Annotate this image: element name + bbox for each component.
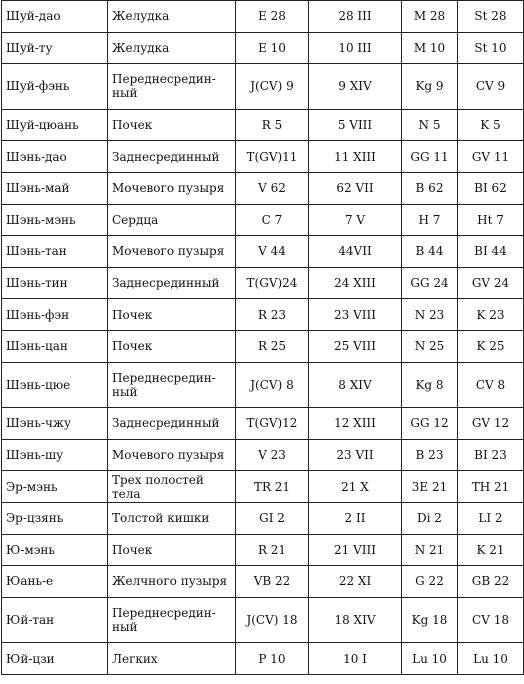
code-german-cell: B 44 bbox=[402, 236, 458, 268]
code-french-cell: T(GV)24 bbox=[236, 267, 309, 299]
meridian-cell: Желудка bbox=[108, 32, 236, 64]
point-name-cell: Шэнь-мэнь bbox=[2, 204, 108, 236]
meridian-cell: Желчного пузыря bbox=[108, 566, 236, 598]
code-french-cell: E 10 bbox=[236, 32, 309, 64]
meridian-cell: Легких bbox=[108, 643, 236, 675]
point-name-cell: Эр-мэнь bbox=[2, 471, 108, 503]
code-roman-cell: 62 VII bbox=[309, 172, 402, 204]
code-roman-cell: 7 V bbox=[309, 204, 402, 236]
code-french-cell: R 5 bbox=[236, 109, 309, 141]
code-french-cell: T(GV)12 bbox=[236, 408, 309, 440]
code-english-cell: St 28 bbox=[458, 1, 524, 33]
code-english-cell: GV 12 bbox=[458, 408, 524, 440]
meridian-cell: Мочевого пузыря bbox=[108, 236, 236, 268]
code-roman-cell: 10 I bbox=[309, 643, 402, 675]
code-french-cell: V 62 bbox=[236, 172, 309, 204]
code-roman-cell: 9 XIV bbox=[309, 64, 402, 110]
code-roman-cell: 22 XI bbox=[309, 566, 402, 598]
code-german-cell: M 10 bbox=[402, 32, 458, 64]
code-german-cell: Di 2 bbox=[402, 502, 458, 534]
table-row bbox=[2, 236, 524, 268]
table-row bbox=[2, 597, 524, 643]
meridian-cell: Почек bbox=[108, 330, 236, 362]
meridian-cell: Толстой кишки bbox=[108, 502, 236, 534]
table-row bbox=[2, 643, 524, 675]
code-english-cell: GV 11 bbox=[458, 141, 524, 173]
point-name-cell: Шэнь-цюе bbox=[2, 362, 108, 408]
table-row bbox=[2, 299, 524, 331]
point-name-cell: Юй-тан bbox=[2, 597, 108, 643]
code-english-cell: CV 18 bbox=[458, 597, 524, 643]
table-row bbox=[2, 32, 524, 64]
point-name-cell: Шэнь-чжу bbox=[2, 408, 108, 440]
code-french-cell: J(CV) 8 bbox=[236, 362, 309, 408]
code-french-cell: R 25 bbox=[236, 330, 309, 362]
code-roman-cell: 25 VIII bbox=[309, 330, 402, 362]
point-name-cell: Шуй-фэнь bbox=[2, 64, 108, 110]
code-german-cell: B 62 bbox=[402, 172, 458, 204]
table-row bbox=[2, 141, 524, 173]
code-roman-cell: 23 VIII bbox=[309, 299, 402, 331]
point-name-cell: Эр-цзянь bbox=[2, 502, 108, 534]
code-roman-cell: 28 III bbox=[309, 1, 402, 33]
code-english-cell: CV 8 bbox=[458, 362, 524, 408]
point-name-cell: Шэнь-тин bbox=[2, 267, 108, 299]
code-roman-cell: 24 XIII bbox=[309, 267, 402, 299]
point-name-cell: Шуй-ту bbox=[2, 32, 108, 64]
meridian-cell: Сердца bbox=[108, 204, 236, 236]
acupoint-table bbox=[1, 0, 524, 675]
code-english-cell: BI 23 bbox=[458, 439, 524, 471]
point-name-cell: Шуй-цюань bbox=[2, 109, 108, 141]
code-german-cell: N 23 bbox=[402, 299, 458, 331]
meridian-cell: Переднесредин-ный bbox=[108, 597, 236, 643]
code-english-cell: Ht 7 bbox=[458, 204, 524, 236]
meridian-cell: Переднесредин-ный bbox=[108, 362, 236, 408]
code-french-cell: GI 2 bbox=[236, 502, 309, 534]
code-french-cell: R 21 bbox=[236, 534, 309, 566]
code-german-cell: Lu 10 bbox=[402, 643, 458, 675]
code-roman-cell: 11 XIII bbox=[309, 141, 402, 173]
table-row bbox=[2, 566, 524, 598]
acupoint-table-body bbox=[2, 1, 524, 675]
point-name-cell: Шэнь-цан bbox=[2, 330, 108, 362]
code-roman-cell: 10 III bbox=[309, 32, 402, 64]
point-name-cell: Ю-мэнь bbox=[2, 534, 108, 566]
code-french-cell: C 7 bbox=[236, 204, 309, 236]
point-name-cell: Шэнь-дао bbox=[2, 141, 108, 173]
code-roman-cell: 8 XIV bbox=[309, 362, 402, 408]
point-name-cell: Шэнь-май bbox=[2, 172, 108, 204]
code-english-cell: K 23 bbox=[458, 299, 524, 331]
code-english-cell: St 10 bbox=[458, 32, 524, 64]
table-row bbox=[2, 267, 524, 299]
code-english-cell: K 25 bbox=[458, 330, 524, 362]
table-row bbox=[2, 330, 524, 362]
code-french-cell: J(CV) 9 bbox=[236, 64, 309, 110]
code-english-cell: CV 9 bbox=[458, 64, 524, 110]
meridian-cell: Мочевого пузыря bbox=[108, 439, 236, 471]
code-roman-cell: 5 VIII bbox=[309, 109, 402, 141]
code-german-cell: GG 24 bbox=[402, 267, 458, 299]
code-german-cell: N 5 bbox=[402, 109, 458, 141]
table-row bbox=[2, 172, 524, 204]
code-english-cell: GV 24 bbox=[458, 267, 524, 299]
code-french-cell: J(CV) 18 bbox=[236, 597, 309, 643]
code-german-cell: GG 11 bbox=[402, 141, 458, 173]
code-english-cell: K 5 bbox=[458, 109, 524, 141]
code-roman-cell: 23 VII bbox=[309, 439, 402, 471]
code-french-cell: T(GV)11 bbox=[236, 141, 309, 173]
code-roman-cell: 21 X bbox=[309, 471, 402, 503]
point-name-cell: Шуй-дао bbox=[2, 1, 108, 33]
code-french-cell: VB 22 bbox=[236, 566, 309, 598]
meridian-cell: Почек bbox=[108, 534, 236, 566]
code-french-cell: V 44 bbox=[236, 236, 309, 268]
code-german-cell: GG 12 bbox=[402, 408, 458, 440]
meridian-cell: Трех полостей тела bbox=[108, 471, 236, 503]
code-german-cell: Kg 18 bbox=[402, 597, 458, 643]
table-row bbox=[2, 534, 524, 566]
code-french-cell: V 23 bbox=[236, 439, 309, 471]
code-german-cell: N 21 bbox=[402, 534, 458, 566]
code-german-cell: Kg 9 bbox=[402, 64, 458, 110]
meridian-cell: Почек bbox=[108, 109, 236, 141]
code-german-cell: 3E 21 bbox=[402, 471, 458, 503]
table-row bbox=[2, 439, 524, 471]
code-roman-cell: 12 XIII bbox=[309, 408, 402, 440]
point-name-cell: Юй-цзи bbox=[2, 643, 108, 675]
code-french-cell: TR 21 bbox=[236, 471, 309, 503]
code-roman-cell: 2 II bbox=[309, 502, 402, 534]
code-english-cell: BI 62 bbox=[458, 172, 524, 204]
code-roman-cell: 44VII bbox=[309, 236, 402, 268]
code-english-cell: K 21 bbox=[458, 534, 524, 566]
table-row bbox=[2, 64, 524, 110]
meridian-cell: Заднесрединный bbox=[108, 267, 236, 299]
code-french-cell: R 23 bbox=[236, 299, 309, 331]
code-english-cell: LI 2 bbox=[458, 502, 524, 534]
table-row bbox=[2, 471, 524, 503]
meridian-cell: Заднесрединный bbox=[108, 408, 236, 440]
code-roman-cell: 18 XIV bbox=[309, 597, 402, 643]
meridian-cell: Почек bbox=[108, 299, 236, 331]
code-roman-cell: 21 VIII bbox=[309, 534, 402, 566]
code-german-cell: M 28 bbox=[402, 1, 458, 33]
code-german-cell: Kg 8 bbox=[402, 362, 458, 408]
table-row bbox=[2, 109, 524, 141]
table-row bbox=[2, 408, 524, 440]
table-row bbox=[2, 1, 524, 33]
code-english-cell: GB 22 bbox=[458, 566, 524, 598]
code-german-cell: H 7 bbox=[402, 204, 458, 236]
meridian-cell: Мочевого пузыря bbox=[108, 172, 236, 204]
table-row bbox=[2, 362, 524, 408]
code-english-cell: TH 21 bbox=[458, 471, 524, 503]
code-french-cell: E 28 bbox=[236, 1, 309, 33]
meridian-cell: Переднесредин-ный bbox=[108, 64, 236, 110]
point-name-cell: Шэнь-тан bbox=[2, 236, 108, 268]
code-english-cell: Lu 10 bbox=[458, 643, 524, 675]
table-row bbox=[2, 502, 524, 534]
point-name-cell: Шэнь-шу bbox=[2, 439, 108, 471]
code-german-cell: G 22 bbox=[402, 566, 458, 598]
point-name-cell: Юань-е bbox=[2, 566, 108, 598]
code-french-cell: P 10 bbox=[236, 643, 309, 675]
point-name-cell: Шэнь-фэн bbox=[2, 299, 108, 331]
code-english-cell: BI 44 bbox=[458, 236, 524, 268]
code-german-cell: B 23 bbox=[402, 439, 458, 471]
meridian-cell: Желудка bbox=[108, 1, 236, 33]
meridian-cell: Заднесрединный bbox=[108, 141, 236, 173]
code-german-cell: N 25 bbox=[402, 330, 458, 362]
table-row bbox=[2, 204, 524, 236]
